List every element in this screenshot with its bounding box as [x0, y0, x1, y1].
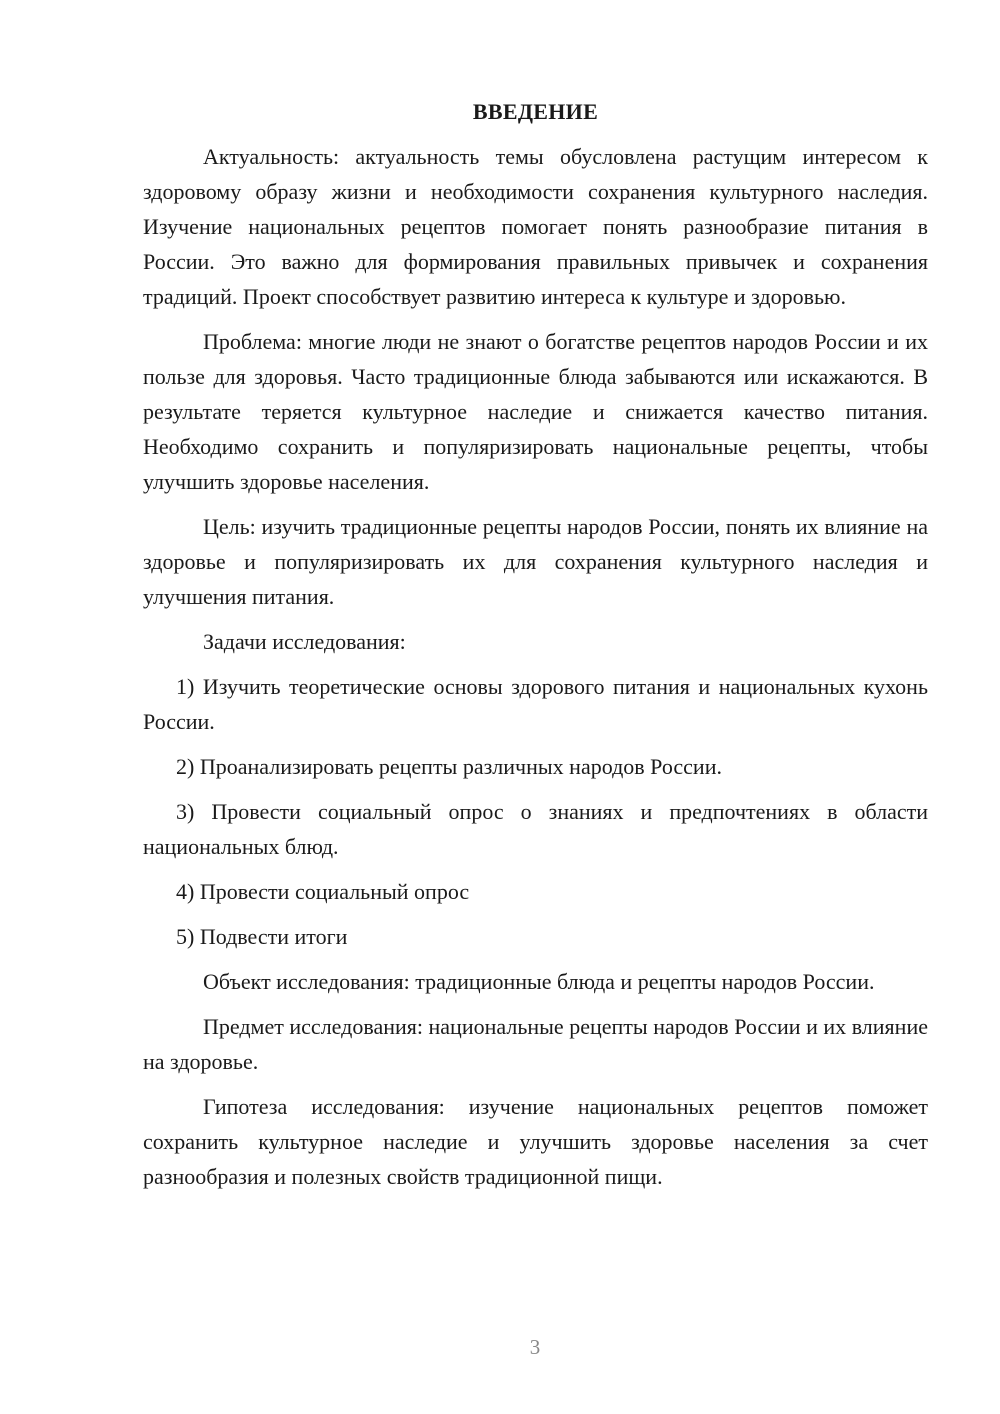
page-content [143, 94, 928, 1194]
section-title: ВВЕДЕНИЕ [472, 99, 599, 124]
object-paragraph: Объект исследования: традиционные блюда и рецепты народов России. [203, 969, 875, 994]
hypothesis-paragraph: Гипотеза исследования: изучение национальных рецептов поможет сохранить культурное наследие и улучшить здоровье населения за счет разнообразия и полезных свойств традиционной пищи. [143, 1094, 928, 1189]
subject-paragraph: Предмет исследования: национальные рецепты народов России и их влияние на здоровье. [143, 1014, 928, 1074]
task-item-5: 5) Подвести итоги [176, 924, 348, 949]
tasks-heading: Задачи исследования: [203, 629, 406, 654]
task-item-3: 3) Провести социальный опрос о знаниях и предпочтениях в области национальных блюд. [143, 799, 928, 859]
relevance-paragraph: Актуальность: актуальность темы обусловлена растущим интересом к здоровому образу жизни и необходимости сохранения культурного наследия. Изучение национальных рецептов помогает понять разнообразие питания в России. Это важно для формирования правильных привычек и сохранения традиций. Проект способствует развитию интереса к культуре и здоровью. [143, 144, 928, 309]
page-number: 3 [529, 1335, 541, 1359]
task-item-1: 1) Изучить теоретические основы здорового питания и национальных кухонь России. [143, 674, 928, 734]
task-item-4: 4) Провести социальный опрос [176, 879, 470, 904]
task-item-2: 2) Проанализировать рецепты различных народов России. [176, 754, 722, 779]
goal-paragraph: Цель: изучить традиционные рецепты народов России, понять их влияние на здоровье и популяризировать их для сохранения культурного наследия и улучшения питания. [143, 514, 928, 609]
problem-paragraph: Проблема: многие люди не знают о богатстве рецептов народов России и их пользе для здоровья. Часто традиционные блюда забываются или искажаются. В результате теряется культурное наследие и снижается качество питания. Необходимо сохранить и популяризировать национальные рецепты, чтобы улучшить здоровье населения. [143, 329, 928, 494]
